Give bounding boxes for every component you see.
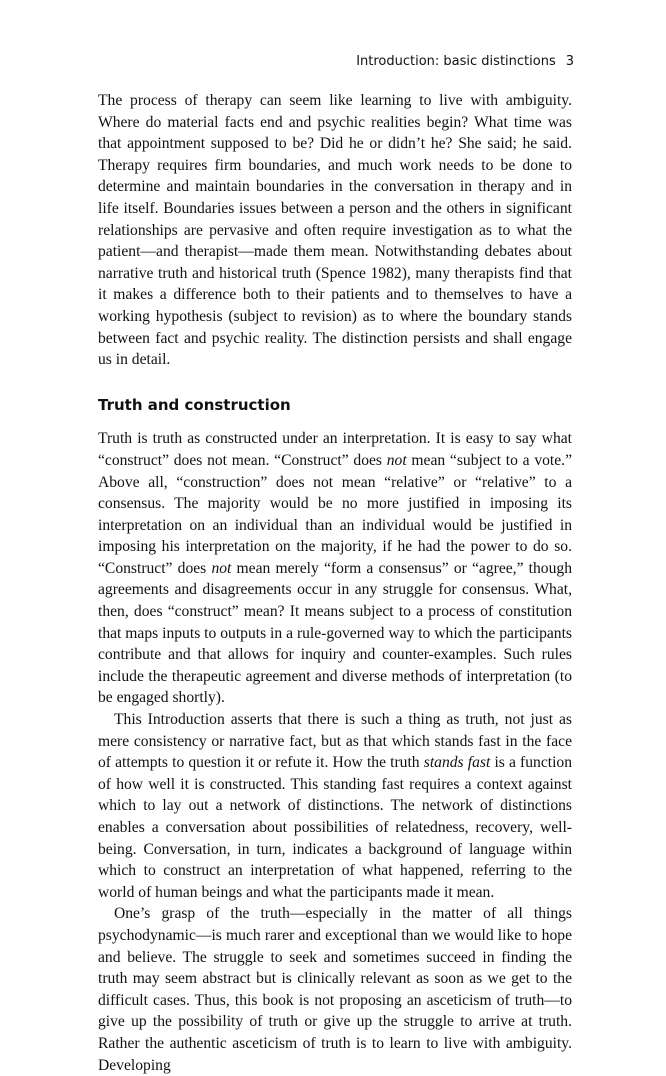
- paragraph-2-text-c: mean merely “form a consensus” or “agree,” though agreements and disagreements occur in any struggle for consensus. What, then, does “construct” mean? It means subject to a process of constitution that maps inputs to outputs in a rule-governed way to which the participants contribute and that allows for inquiry and counter-examples. Such rules include the therapeutic agreement and diverse methods of interpretation (to be engaged shortly).: [98, 559, 572, 707]
- paragraph-2-emphasis-2: not: [211, 559, 232, 577]
- paragraph-3-text-a: This Introduction asserts that there is such a thing as truth, not just as mere consistency or narrative fact, but as that which stands fast in the face of attempts to question it or refute it. How the truth: [98, 711, 572, 772]
- running-head: [356, 54, 574, 69]
- paragraph-4: One’s grasp of the truth—especially in the matter of all things psychodynamic—is much rarer and exceptional than we would like to hope and believe. The struggle to seek and sometimes succeed in finding the truth may seem abstract but is clinically relevant as soon as we get to the difficult cases. Thus, this book is not proposing an asceticism of truth—to give up the possibility of truth or give up the struggle to arrive at truth. Rather the authentic asceticism of truth is to learn to live with ambiguity. Developing: [98, 905, 572, 1074]
- paragraph-3-text-b: is a function of how well it is constructed. This standing fast requires a context against which to lay out a network of distinctions. The network of distinctions enables a conversation about possibilities of relatedness, recovery, well-being. Conversation, in turn, indicates a background of language within which to construct an interpretation of what happened, referring to the world of human beings and what the participants made it mean.: [98, 754, 573, 901]
- paragraph-3: [98, 709, 572, 903]
- section-heading: Truth and construction: [98, 395, 291, 414]
- paragraph-2-text-a: Truth is truth as constructed under an interpretation. It is easy to say what “construct” does not mean. “Construct” does: [98, 430, 572, 469]
- paragraph-2-emphasis-1: not: [386, 451, 407, 469]
- page-number: 3: [565, 54, 574, 69]
- paragraph-2-text-b: mean “subject to a vote.” Above all, “construction” does not mean “relative” or “relative” to a consensus. The majority would be no more justified in imposing its interpretation on an individual than an individual would be justified in imposing his interpretation on the majority, if he had the power to do so. “Construct” does: [98, 451, 572, 577]
- paragraph-2: [98, 428, 572, 709]
- paragraph-1: The process of therapy can seem like learning to live with ambiguity. Where do material facts end and psychic realities begin? What time was that appointment supposed to be? Did he or didn’t he? She said; he said. Therapy requires firm boundaries, and much work needs to be done to determine and maintain boundaries in the conversation in therapy and in life itself. Boundaries issues between a person and the others in significant relationships are pervasive and often require investigation as to what the patient—and therapist—made them mean. Notwithstanding debates about narrative truth and historical truth (Spence 1982), many therapists find that it makes a difference both to their patients and to themselves to have a working hypothesis (subject to revision) as to where the boundary stands between fact and psychic reality. The distinction persists and shall engage us in detail.: [98, 92, 572, 369]
- running-head-title: Introduction: basic distinctions: [356, 54, 556, 69]
- paragraph-3-emphasis: stands fast: [423, 754, 491, 772]
- body-text: [98, 90, 572, 1076]
